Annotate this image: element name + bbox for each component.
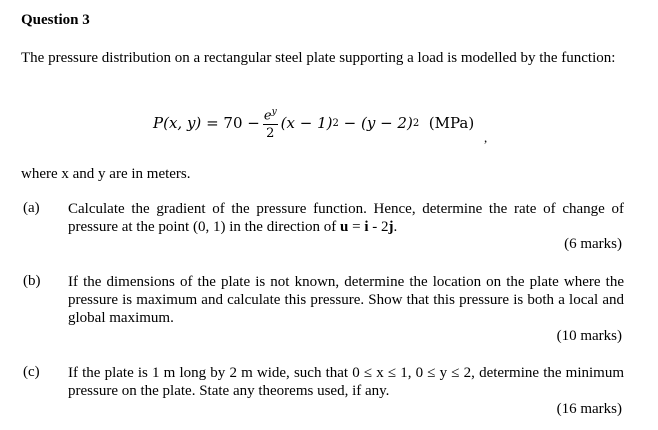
part-b-text: If the dimensions of the plate is not known, determine the location on the plate where the pressure is maximum and calculate this pressure. Show that this pressure is both a local and global maximum.: [68, 274, 624, 326]
vector-j: j: [388, 219, 394, 235]
equation-fraction: [263, 105, 278, 141]
part-a-equals: =: [348, 219, 365, 235]
vector-i: i: [364, 219, 369, 235]
part-a-body: Calculate the gradient of the pressure function. Hence, determine the rate of change of pressure at the point (0, 1) in the direction of: [68, 201, 624, 235]
equation-constant: 70: [223, 114, 243, 132]
numerator-exponent: y: [271, 106, 277, 117]
equation-term-y: (y − 2): [361, 114, 413, 132]
where-statement: where x and y are in meters.: [21, 166, 191, 182]
equation-term-x: (x − 1): [280, 114, 333, 132]
part-a-minus: - 2: [368, 219, 389, 235]
vector-u: u: [340, 219, 349, 235]
part-a-end: .: [393, 219, 398, 235]
equation-equals: =: [206, 114, 219, 132]
question-intro: The pressure distribution on a rectangular steel plate supporting a load is modelled by the function:: [21, 50, 616, 66]
part-a-marks: (6 marks): [564, 236, 622, 252]
equation-minus: −: [247, 114, 260, 132]
part-b-marks: (10 marks): [556, 328, 622, 344]
pressure-equation: [153, 100, 474, 146]
part-b-label: (b): [23, 273, 41, 289]
part-a-text: [68, 200, 624, 236]
fraction-denominator: 2: [266, 126, 275, 142]
equation-minus-2: −: [343, 114, 357, 132]
part-c-marks: (16 marks): [556, 401, 622, 417]
fraction-numerator: [263, 105, 278, 125]
numerator-base: e: [263, 108, 272, 124]
term-y-exponent: 2: [412, 117, 420, 129]
question-heading: Question 3: [21, 12, 90, 28]
equation-unit: (MPa): [428, 114, 475, 132]
part-c-text: If the plate is 1 m long by 2 m wide, such that 0 ≤ x ≤ 1, 0 ≤ y ≤ 2, determine the minimum pressure on the plate. State any theorems used, if any.: [68, 365, 624, 399]
equation-trailing-comma: ,: [484, 130, 488, 145]
term-x-exponent: 2: [332, 117, 339, 129]
part-c-label: (c): [23, 364, 40, 380]
equation-lhs: P(x, y): [153, 114, 202, 132]
part-a-label: (a): [23, 200, 40, 216]
